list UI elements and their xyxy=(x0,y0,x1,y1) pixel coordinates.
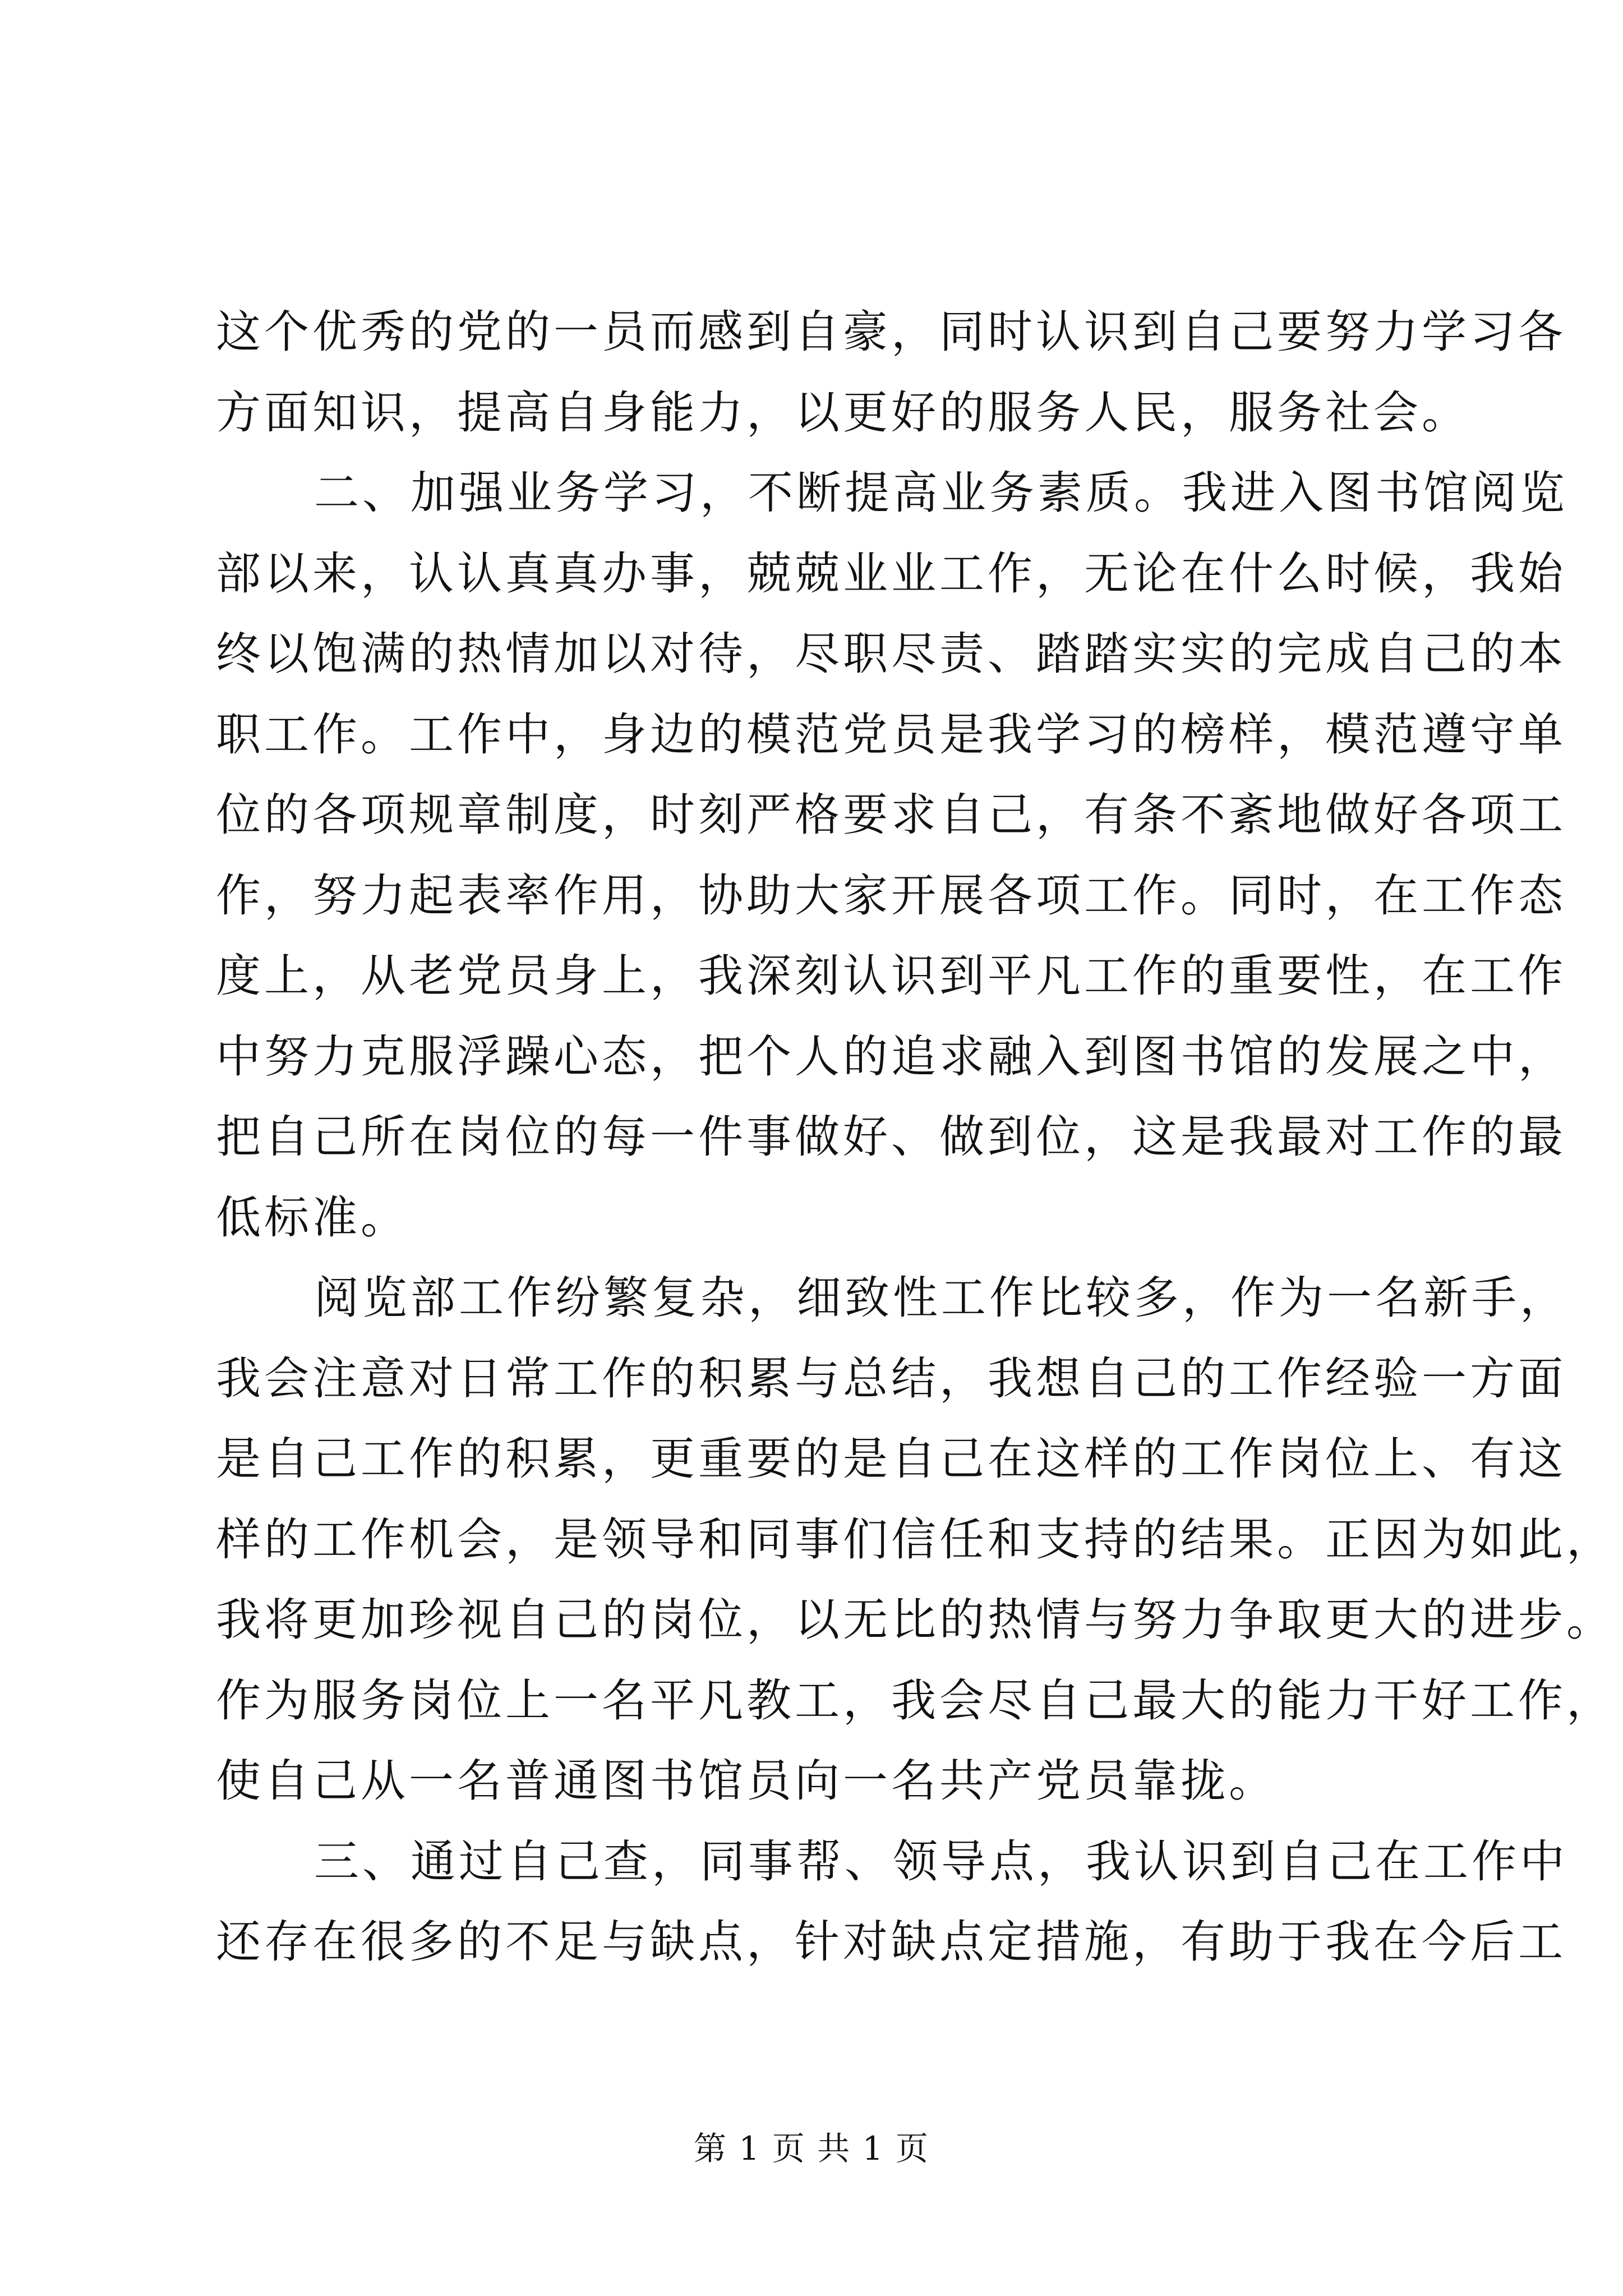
text-line: 作为服务岗位上一名平凡教工，我会尽自己最大的能力干好工作， xyxy=(216,1674,1615,1727)
text-line: 职工作。工作中，身边的模范党员是我学习的榜样，模范遵守单 xyxy=(216,708,1566,761)
text-line: 阅览部工作纷繁复杂，细致性工作比较多，作为一名新手， xyxy=(314,1272,1568,1324)
text-line: 位的各项规章制度，时刻严格要求自己，有条不紊地做好各项工 xyxy=(216,789,1566,841)
text-line: 终以饱满的热情加以对待，尽职尽责、踏踏实实的完成自己的本 xyxy=(216,628,1566,680)
text-line: 我将更加珍视自己的岗位，以无比的热情与努力争取更大的进步。 xyxy=(216,1594,1615,1646)
page-footer xyxy=(0,2129,1623,2168)
body-text xyxy=(216,292,1615,1982)
text-line: 方面知识，提高自身能力，以更好的服务人民，服务社会。 xyxy=(216,386,1470,439)
text-line: 作，努力起表率作用，协助大家开展各项工作。同时，在工作态 xyxy=(216,869,1566,922)
text-line: 度上，从老党员身上，我深刻认识到平凡工作的重要性，在工作 xyxy=(216,950,1566,1002)
page-number-label: 第 1 页 共 1 页 xyxy=(694,2129,929,2168)
text-line: 低标准。 xyxy=(216,1191,409,1244)
text-line: 还存在很多的不足与缺点，针对缺点定措施，有助于我在今后工 xyxy=(216,1916,1566,1968)
text-line: 样的工作机会，是领导和同事们信任和支持的结果。正因为如此， xyxy=(216,1513,1615,1566)
text-line: 把自己所在岗位的每一件事做好、做到位，这是我最对工作的最 xyxy=(216,1111,1566,1163)
text-line: 三、通过自己查，同事帮、领导点，我认识到自己在工作中 xyxy=(314,1835,1568,1888)
text-line: 是自己工作的积累，更重要的是自己在这样的工作岗位上、有这 xyxy=(216,1433,1566,1485)
text-line: 中努力克服浮躁心态，把个人的追求融入到图书馆的发展之中， xyxy=(216,1030,1566,1083)
text-line: 二、加强业务学习，不断提高业务素质。我进入图书馆阅览 xyxy=(314,467,1568,519)
text-line: 这个优秀的党的一员而感到自豪，同时认识到自己要努力学习各 xyxy=(216,306,1566,358)
text-line: 我会注意对日常工作的积累与总结，我想自己的工作经验一方面 xyxy=(216,1352,1566,1405)
text-line: 部以来，认认真真办事，兢兢业业工作，无论在什么时候，我始 xyxy=(216,547,1566,600)
text-line: 使自己从一名普通图书馆员向一名共产党员靠拢。 xyxy=(216,1755,1277,1807)
